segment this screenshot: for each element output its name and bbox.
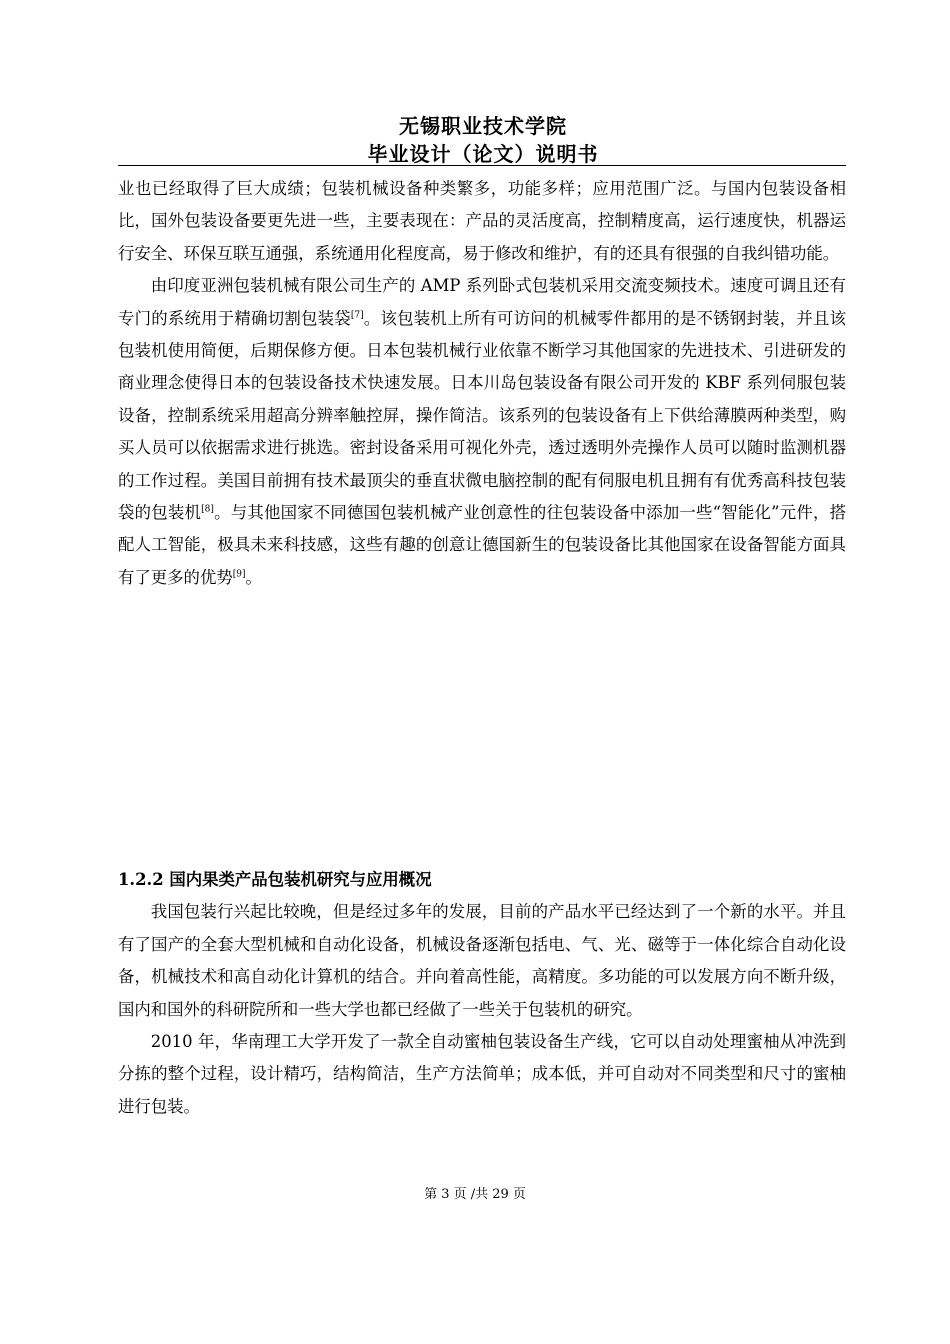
paragraph bbox=[118, 896, 846, 1026]
paragraph-text: 。该包装机上所有可访问的机械零件都用的是不锈钢封装，并且该包装机使用简便，后期保修方便。日本包装机械行业依靠不断学习其他国家的先进技术、引进研发的商业理念使得日本的包装设备技术快速发展。日本川岛包装设备有限公司开发的 KBF 系列伺服包装设备，控制系统采用超高分辨率触控屏，操作简洁。该系列的包装设备有上下供给薄膜两种类型，购买人员可以依据需求进行挑选。密封设备采用可视化外壳，透过透明外壳操作人员可以随时监测机器的工作过程。美国目前拥有技术最顶尖的垂直状微电脑控制的配有伺服电机且拥有有优秀高科技包装袋的包装机 bbox=[118, 308, 847, 523]
page-header bbox=[120, 112, 846, 168]
paragraph-text: 。 bbox=[245, 567, 262, 587]
paragraph-text: 。与其他国家不同德国包装机械产业创意性的往包装设备中添加一些“智能化”元件，搭配人工智能，极具未来科技感，这些有趣的创意让德国新生的包装设备比其他国家在设备智能方面具有了更多的优势 bbox=[118, 503, 847, 587]
page-number: 第 3 页 /共 29 页 bbox=[424, 1187, 526, 1202]
citation-marker: [9] bbox=[232, 569, 246, 580]
paragraph bbox=[118, 270, 846, 594]
citation-marker: [8] bbox=[201, 504, 214, 515]
institution-name: 无锡职业技术学院 bbox=[399, 114, 567, 138]
paragraph bbox=[118, 173, 846, 270]
section-paragraphs bbox=[118, 896, 846, 1123]
paragraph-text: 我国包装行兴起比较晚，但是经过多年的发展，目前的产品水平已经达到了一个新的水平。并且有了国产的全套大型机械和自动化设备，机械设备逐渐包括电、气、光、磁等于一体化综合自动化设备，机械技术和高自动化计算机的结合。并向着高性能，高精度。多功能的可以发展方向不断升级，国内和国外的科研院所和一些大学也都已经做了一些关于包装机的研究。 bbox=[118, 902, 846, 1019]
document-type: 毕业设计（论文）说明书 bbox=[367, 142, 599, 166]
page-footer bbox=[0, 1183, 950, 1202]
paragraph-text: 2010 年，华南理工大学开发了一款全自动蜜柚包装设备生产线，它可以自动处理蜜柚从冲洗到分拣的整个过程，设计精巧，结构简洁，生产方法简单；成本低，并可自动对不同类型和尺寸的蜜柚进行包装。 bbox=[118, 1032, 846, 1116]
section-heading: 1.2.2 国内果类产品包装机研究与应用概况 bbox=[118, 870, 432, 889]
paragraph bbox=[118, 1026, 846, 1123]
header-divider bbox=[118, 165, 846, 166]
citation-marker: [7] bbox=[350, 310, 364, 321]
paragraph-text: 由印度亚洲包装机械有限公司生产的 AMP 系列卧式包装机采用交流变频技术。速度可调且还有专门的系统用于精确切割包装袋 bbox=[118, 276, 846, 328]
body-text-bottom bbox=[118, 864, 846, 1123]
paragraph-text: 业也已经取得了巨大成绩；包装机械设备种类繁多，功能多样；应用范围广泛。与国内包装设备相比，国外包装设备要更先进一些，主要表现在：产品的灵活度高，控制精度高，运行速度快，机器运行安全、环保互联互通强，系统通用化程度高，易于修改和维护，有的还具有很强的自我纠错功能。 bbox=[118, 179, 846, 263]
body-text-top bbox=[118, 173, 846, 594]
